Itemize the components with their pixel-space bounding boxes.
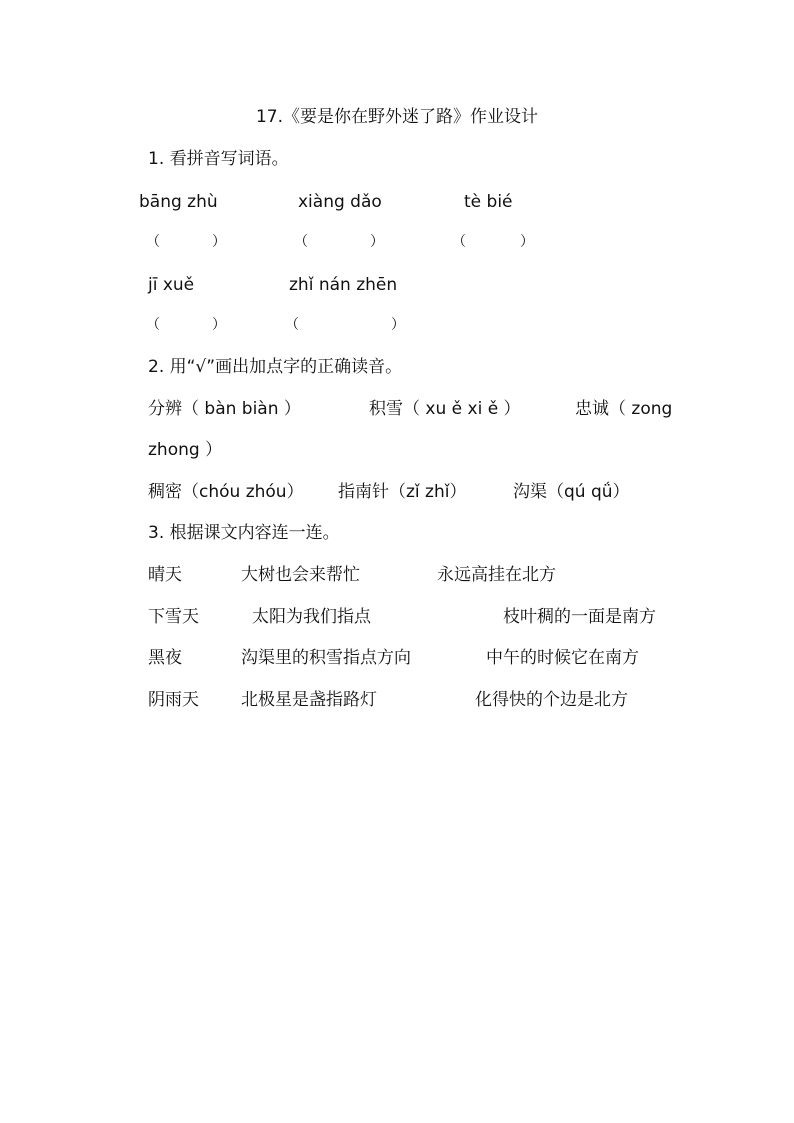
answer-paren-open: （ <box>294 234 308 250</box>
answer-paren-open: （ <box>285 317 299 333</box>
answer-paren-close: ） <box>520 234 534 250</box>
q3-middle-1: 大树也会来帮忙 <box>241 565 360 585</box>
q3-middle-2: 太阳为我们指点 <box>252 607 371 627</box>
q3-right-2: 枝叶稠的一面是南方 <box>503 607 656 627</box>
q2-item-6: 沟渠（qú qǘ） <box>513 482 630 502</box>
q3-left-4: 阴雨天 <box>148 690 199 710</box>
answer-paren-close: ） <box>212 234 226 250</box>
answer-paren-close: ） <box>391 317 405 333</box>
q2-item-3-continued: zhong ） <box>148 440 223 460</box>
q1-pinyin-1: bāng zhù <box>139 192 218 212</box>
q3-right-1: 永远高挂在北方 <box>437 565 556 585</box>
answer-paren-open: （ <box>146 234 160 250</box>
q2-item-4: 稠密（chóu zhóu） <box>148 482 304 502</box>
q1-pinyin-4: jī xuě <box>148 275 195 295</box>
q3-right-3: 中午的时候它在南方 <box>486 648 639 668</box>
page-title: 17.《要是你在野外迷了路》作业设计 <box>255 107 539 127</box>
q3-left-1: 晴天 <box>148 565 182 585</box>
q2-item-5: 指南针（zǐ zhǐ） <box>338 482 467 502</box>
q3-left-3: 黑夜 <box>148 648 182 668</box>
q1-pinyin-5: zhǐ nán zhēn <box>289 275 398 295</box>
q2-heading: 2. 用“√”画出加点字的正确读音。 <box>148 357 403 377</box>
q1-pinyin-3: tè bié <box>464 192 513 212</box>
answer-paren-close: ） <box>212 317 226 333</box>
q3-left-2: 下雪天 <box>148 607 199 627</box>
q3-right-4: 化得快的个边是北方 <box>475 690 628 710</box>
q1-pinyin-2: xiàng dǎo <box>298 192 382 212</box>
q1-heading: 1. 看拼音写词语。 <box>148 149 289 169</box>
q2-item-2: 积雪（ xu ě xi ě ） <box>369 399 521 419</box>
q2-item-1: 分辨（ bàn biàn ） <box>148 399 301 419</box>
answer-paren-open: （ <box>146 317 160 333</box>
answer-paren-close: ） <box>370 234 384 250</box>
q2-item-3: 忠诚（ zong <box>575 399 673 419</box>
q3-middle-3: 沟渠里的积雪指点方向 <box>241 648 411 668</box>
answer-paren-open: （ <box>452 234 466 250</box>
q3-middle-4: 北极星是盏指路灯 <box>241 690 377 710</box>
q3-heading: 3. 根据课文内容连一连。 <box>148 523 340 543</box>
